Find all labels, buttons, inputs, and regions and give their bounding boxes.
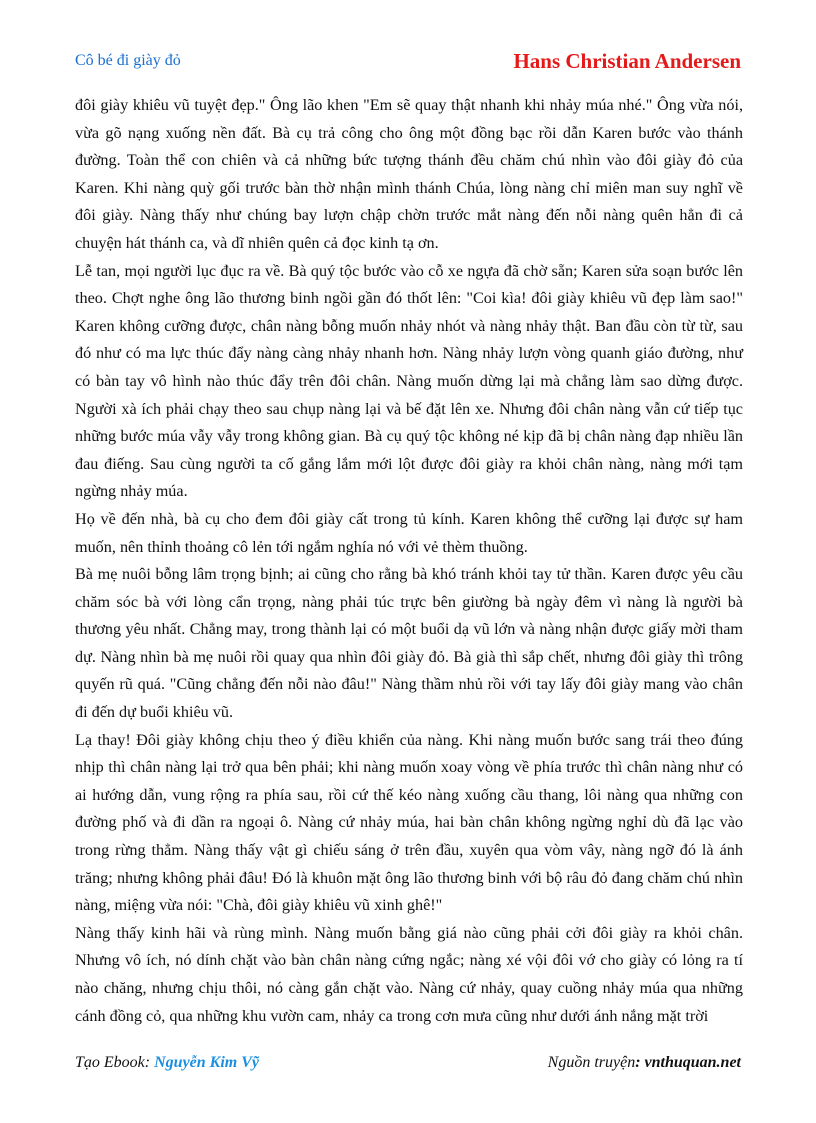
paragraph: Lạ thay! Đôi giày không chịu theo ý điều khiển của nàng. Khi nàng muốn bước sang trái theo đúng nhịp thì chân nàng lại trở qua bên phải; khi nàng muốn xoay vòng về phía trước thì chân nàng như có ai hướng dẫn, vung rộng ra phía sau, rồi cứ thế kéo nàng xuống cầu thang, lôi nàng qua những con đường phố và đi dần ra ngoại ô. Nàng cứ nhảy múa, hai bàn chân không ngừng nghỉ dù đã lạc vào trong rừng thẳm. Nàng thấy vật gì chiếu sáng ở trên đầu, xuyên qua vòm vây, nàng ngỡ đó là ánh trăng; nhưng không phải đâu! Đó là khuôn mặt ông lão thương binh với bộ râu đỏ đang chăm chú nhìn nàng, miệng vừa nói: "Chà, đôi giày khiêu vũ xinh ghê!" <box>75 730 743 915</box>
source-separator: : <box>635 1054 645 1071</box>
story-title: Cô bé đi giày đỏ <box>75 52 181 69</box>
ebook-separator: : <box>144 1054 155 1071</box>
paragraph: Bà mẹ nuôi bỗng lâm trọng bịnh; ai cũng cho rằng bà khó tránh khỏi tay tử thần. Karen được yêu cầu chăm sóc bà với lòng cẩn trọng, nàng phải túc trực bên giường bà ngày đêm vì nàng là người bà thương yêu nhất. Chẳng may, trong thành lại có một buổi dạ vũ lớn và nàng nhận được giấy mời tham dự. Nàng nhìn bà mẹ nuôi rồi quay qua nhìn đôi giày đỏ. Bà già thì sắp chết, nhưng đôi giày thì trông quyến rũ quá. "Cũng chẳng đến nỗi nào đâu!" Nàng thầm nhủ rồi với tay lấy đôi giày mang vào chân đi đến dự buổi khiêu vũ. <box>75 565 743 722</box>
ebook-creator-name: Nguyễn Kim Vỹ <box>154 1054 259 1071</box>
paragraph: Lễ tan, mọi người lục đục ra về. Bà quý tộc bước vào cỗ xe ngựa đã chờ sẵn; Karen sửa soạn bước lên theo. Chợt nghe ông lão thương binh ngồi gần đó thốt lên: "Coi kìa! đôi giày khiêu vũ đẹp làm sao!" Karen không cưỡng được, chân nàng bỗng muốn nhảy nhót và nàng nhảy thật. Ban đầu còn từ từ, sau đó như có ma lực thúc đẩy nàng càng nhảy nhanh hơn. Nàng nhảy lượn vòng quanh giáo đường, như có bàn tay vô hình nào thúc đẩy trên đôi chân. Nàng muốn dừng lại mà chẳng làm sao dừng được. Người xà ích phải chạy theo sau chụp nàng lại và bế đặt lên xe. Nhưng đôi chân nàng vẫn cứ tiếp tục những bước múa vẫy vẫy trong không gian. Bà cụ quý tộc không né kịp đã bị chân nàng đạp nhiều lần đau điếng. Sau cùng người ta cố gắng lắm mới lột được đôi giày ra khỏi chân nàng, nàng mới tạm ngừng nhảy múa. <box>75 261 743 501</box>
source-label: Nguồn truyện <box>547 1054 636 1071</box>
paragraph: đôi giày khiêu vũ tuyệt đẹp." Ông lão khen "Em sẽ quay thật nhanh khi nhảy múa nhé." Ông vừa nói, vừa gõ nạng xuống nền đất. Bà cụ trả công cho ông một đồng bạc rồi dẫn Karen bước vào thánh đường. Toàn thể con chiên và cả những bức tượng thánh đều chăm chú nhìn vào đôi giày đỏ của Karen. Khi nàng quỳ gối trước bàn thờ nhận mình thánh Chúa, lòng nàng chỉ miên man suy nghĩ về đôi giày. Nàng thấy như chúng bay lượn chập chờn trước mắt nàng đến nỗi nàng quên hẳn đi cả chuyện hát thánh ca, và dĩ nhiên quên cả đọc kinh tạ ơn. <box>75 96 743 252</box>
source-site: vnthuquan.net <box>644 1054 741 1071</box>
source-credit <box>548 1054 741 1072</box>
paragraph: Họ về đến nhà, bà cụ cho đem đôi giày cất trong tủ kính. Karen không thể cưỡng lại được sự ham muốn, nên thỉnh thoảng cô lẻn tới ngắm nghía nó với vẻ thèm thuồng. <box>75 509 743 556</box>
ebook-label: Tạo Ebook <box>75 1054 145 1071</box>
author-name: Hans Christian Andersen <box>513 49 741 73</box>
ebook-credit <box>75 1054 259 1072</box>
story-body <box>75 92 743 1030</box>
paragraph: Nàng thấy kinh hãi và rùng mình. Nàng muốn bằng giá nào cũng phải cởi đôi giày ra khỏi chân. Nhưng vô ích, nó dính chặt vào bàn chân nàng cứng ngắc; nàng xé vội đôi vớ cho giày có lỏng ra tí nào chăng, nhưng chịu thôi, nó càng gắn chặt vào. Nàng cứ nhảy, quay cuồng nhảy múa qua những cánh đồng cỏ, qua những khu vườn cam, nhảy ca trong cơn mưa cũng như dưới ánh nắng mặt trời <box>75 923 743 1025</box>
